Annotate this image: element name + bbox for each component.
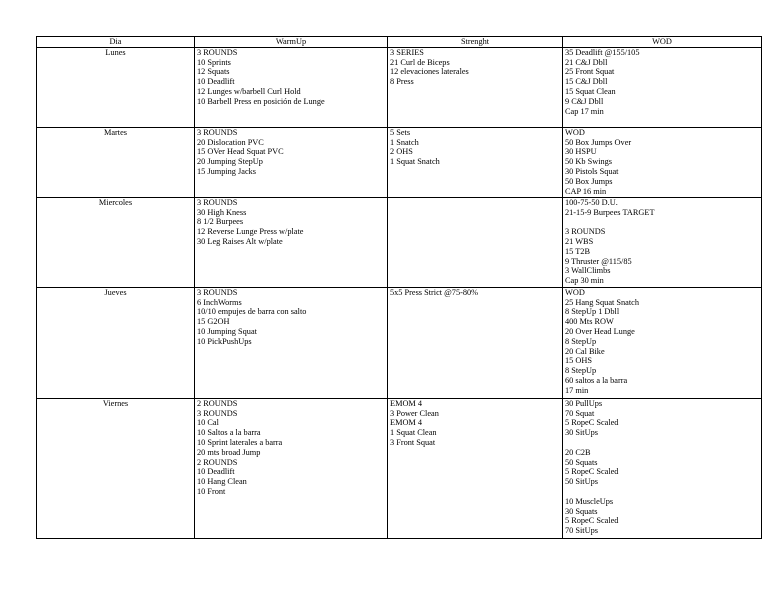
wod-line: 21 C&J Dbll xyxy=(565,57,608,67)
warmup-line: 12 Lunges w/barbell Curl Hold xyxy=(197,86,301,96)
strength-line: 3 Power Clean xyxy=(390,408,439,418)
wod-line xyxy=(565,217,759,227)
warmup-line: 20 Dislocation PVC xyxy=(197,137,264,147)
wod-line: 20 C2B xyxy=(565,447,591,457)
day-cell: Lunes xyxy=(37,47,195,127)
header-warmup: WarmUp xyxy=(195,37,388,48)
warmup-cell xyxy=(195,127,388,197)
warmup-line: 10 Deadlift xyxy=(197,467,235,477)
warmup-line: 12 Reverse Lunge Press w/plate xyxy=(197,227,304,237)
warmup-line: 3 ROUNDS xyxy=(197,408,238,418)
warmup-line: 10 Cal xyxy=(197,418,219,428)
wod-line: 50 SitUps xyxy=(565,477,598,487)
wod-line: 30 PullUps xyxy=(565,398,603,408)
warmup-line: 20 Jumping StepUp xyxy=(197,157,263,167)
wod-line: 21 WBS xyxy=(565,236,594,246)
strength-line: 8 Press xyxy=(390,77,414,87)
warmup-line: 10 Saltos a la barra xyxy=(197,428,261,438)
table-row xyxy=(37,287,762,398)
wod-line: 30 SitUps xyxy=(565,428,598,438)
strength-line: EMOM 4 xyxy=(390,398,423,408)
strength-line: EMOM 4 xyxy=(390,418,423,428)
day-cell: Martes xyxy=(37,127,195,197)
warmup-line: 2 ROUNDS xyxy=(197,398,238,408)
header-row xyxy=(37,37,762,48)
warmup-line: 6 InchWorms xyxy=(197,297,242,307)
wod-line: 20 Cal Bike xyxy=(565,346,605,356)
wod-line: 25 Hang Squat Snatch xyxy=(565,297,639,307)
warmup-line: 3 ROUNDS xyxy=(197,197,238,207)
warmup-line: 30 Leg Raises Alt w/plate xyxy=(197,236,283,246)
strength-cell xyxy=(388,47,563,127)
wod-line: 9 Thruster @115/85 xyxy=(565,256,632,266)
wod-line: 5 RopeC Scaled xyxy=(565,418,619,428)
wod-line: 70 SitUps xyxy=(565,526,598,536)
warmup-cell xyxy=(195,398,388,538)
wod-line xyxy=(565,438,759,448)
wod-line: 25 Front Squat xyxy=(565,67,615,77)
wod-line: WOD xyxy=(565,127,585,137)
warmup-line: 10/10 empujes de barra con salto xyxy=(197,307,307,317)
strength-line: 3 SERIES xyxy=(390,47,424,57)
strength-cell xyxy=(388,197,563,287)
wod-line: 30 Squats xyxy=(565,506,598,516)
workout-table xyxy=(36,36,762,539)
strength-line: 1 Snatch xyxy=(390,137,419,147)
warmup-line: 15 OVer Head Squat PVC xyxy=(197,147,284,157)
wod-line: 100-75-50 D.U. xyxy=(565,197,618,207)
header-day: Dia xyxy=(37,37,195,48)
warmup-line: 10 Jumping Squat xyxy=(197,326,257,336)
strength-cell xyxy=(388,287,563,398)
wod-line: 17 min xyxy=(565,385,589,395)
wod-line: 3 ROUNDS xyxy=(565,227,606,237)
warmup-cell xyxy=(195,47,388,127)
warmup-line: 15 Jumping Jacks xyxy=(197,166,256,176)
strength-line: 1 Squat Snatch xyxy=(390,157,440,167)
wod-line: 35 Deadlift @155/105 xyxy=(565,47,640,57)
warmup-cell xyxy=(195,287,388,398)
wod-line: 15 Squat Clean xyxy=(565,86,616,96)
wod-line: 8 StepUp 1 Dbll xyxy=(565,307,620,317)
strength-line: 21 Curl de Biceps xyxy=(390,57,450,67)
wod-cell xyxy=(563,287,762,398)
wod-line: WOD xyxy=(565,287,585,297)
wod-line: 30 HSPU xyxy=(565,147,597,157)
day-cell: Viernes xyxy=(37,398,195,538)
day-cell: Miercoles xyxy=(37,197,195,287)
warmup-line: 10 Hang Clean xyxy=(197,477,247,487)
wod-line: 10 MuscleUps xyxy=(565,496,614,506)
strength-line: 2 OHS xyxy=(390,147,413,157)
warmup-cell xyxy=(195,197,388,287)
warmup-line: 3 ROUNDS xyxy=(197,47,238,57)
wod-line: 50 Kb Swings xyxy=(565,157,613,167)
warmup-line: 10 Sprint laterales a barra xyxy=(197,437,283,447)
wod-cell xyxy=(563,197,762,287)
wod-line: 50 Box Jumps xyxy=(565,176,613,186)
wod-line: 8 StepUp xyxy=(565,336,597,346)
warmup-line: 3 ROUNDS xyxy=(197,287,238,297)
strength-line: 1 Squat Clean xyxy=(390,428,437,438)
strength-cell xyxy=(388,127,563,197)
warmup-line: 10 Barbell Press en posición de Lunge xyxy=(197,96,325,106)
strength-line: 3 Front Squat xyxy=(390,437,436,447)
strength-line: 5x5 Press Strict @75-80% xyxy=(390,287,479,297)
wod-line: CAP 16 min xyxy=(565,186,607,196)
header-strength: Strenght xyxy=(388,37,563,48)
warmup-line: 3 ROUNDS xyxy=(197,127,238,137)
table-row xyxy=(37,398,762,538)
wod-line: 70 Squat xyxy=(565,408,595,418)
warmup-line: 20 mts broad Jump xyxy=(197,447,261,457)
strength-line: 12 elevaciones laterales xyxy=(390,67,469,77)
wod-line: 9 C&J Dbll xyxy=(565,96,604,106)
wod-cell xyxy=(563,127,762,197)
warmup-line: 10 Deadlift xyxy=(197,77,235,87)
warmup-line: 15 G2OH xyxy=(197,317,230,327)
wod-line: 5 RopeC Scaled xyxy=(565,467,619,477)
wod-cell xyxy=(563,398,762,538)
strength-line: 5 Sets xyxy=(390,127,411,137)
wod-line: 8 StepUp xyxy=(565,366,597,376)
strength-cell xyxy=(388,398,563,538)
warmup-line: 30 High Kness xyxy=(197,207,247,217)
wod-line: 21-15-9 Burpees TARGET xyxy=(565,207,655,217)
wod-line: 15 T2B xyxy=(565,246,590,256)
warmup-line: 2 ROUNDS xyxy=(197,457,238,467)
wod-line: 50 Squats xyxy=(565,457,598,467)
wod-line: 30 Pistols Squat xyxy=(565,166,619,176)
table-row xyxy=(37,197,762,287)
wod-line: 15 OHS xyxy=(565,356,592,366)
wod-line: 5 RopeC Scaled xyxy=(565,516,619,526)
table-row xyxy=(37,127,762,197)
wod-line: Cap 17 min xyxy=(565,106,604,116)
wod-line: 50 Box Jumps Over xyxy=(565,137,632,147)
wod-line: 60 saltos a la barra xyxy=(565,375,628,385)
wod-line xyxy=(565,487,759,497)
warmup-line: 10 PickPushUps xyxy=(197,336,252,346)
wod-line: 15 C&J Dbll xyxy=(565,77,608,87)
wod-line: 3 WallClimbs xyxy=(565,266,611,276)
header-wod: WOD xyxy=(563,37,762,48)
warmup-line: 10 Front xyxy=(197,486,226,496)
table-row xyxy=(37,47,762,127)
warmup-line: 10 Sprints xyxy=(197,57,231,67)
wod-cell xyxy=(563,47,762,127)
wod-line: 20 Over Head Lunge xyxy=(565,326,635,336)
wod-line: Cap 30 min xyxy=(565,276,604,286)
warmup-line: 8 1/2 Burpees xyxy=(197,217,244,227)
warmup-line: 12 Squats xyxy=(197,67,230,77)
day-cell: Jueves xyxy=(37,287,195,398)
wod-line: 400 Mts ROW xyxy=(565,317,614,327)
